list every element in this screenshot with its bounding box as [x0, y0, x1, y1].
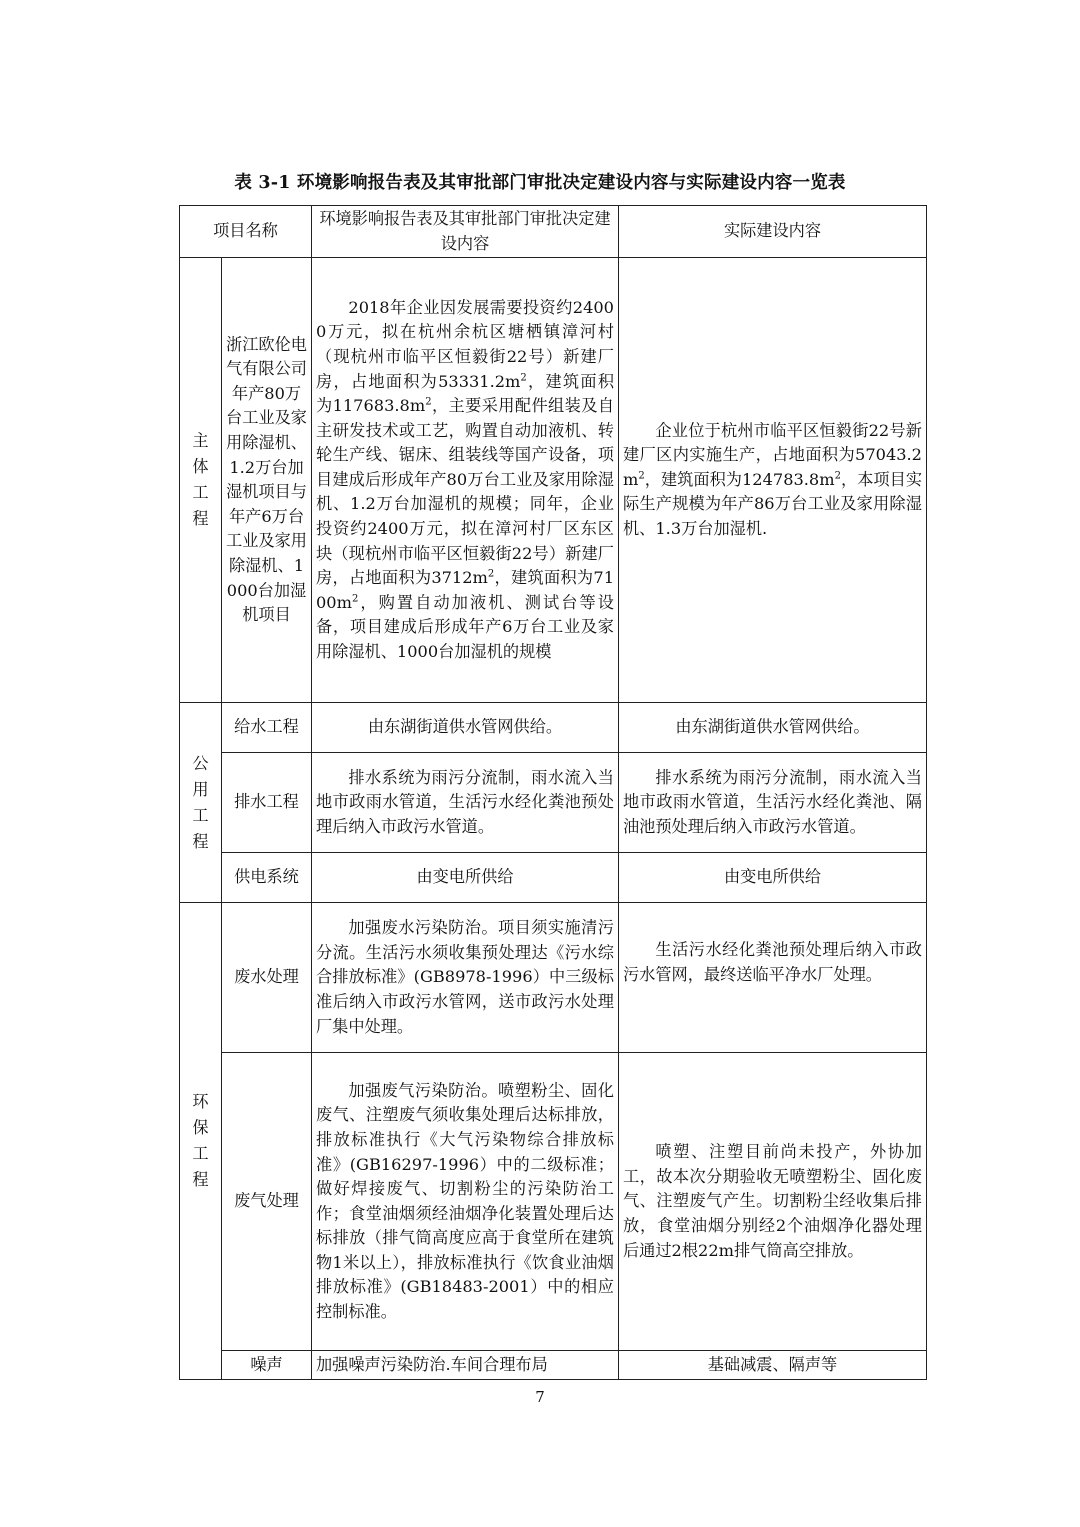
- public-row-name: 供电系统: [222, 853, 312, 903]
- table-row-drainage: [180, 753, 927, 853]
- main-actual-text-1: 企业位于杭州市临平区恒毅街22号新建厂区内实施生产，占地面积为57043.2m: [623, 420, 922, 489]
- main-approved-text-5: ，购置自动加液机、测试台等设备，项目建成后形成年产6万台工业及家用除湿机、1000台加湿机的规模: [316, 592, 614, 662]
- category-public-label: 公用工程: [192, 753, 209, 851]
- public-row-actual: 由东湖街道供水管网供给。: [619, 703, 927, 753]
- env-row-name: 噪声: [222, 1351, 312, 1380]
- public-row-actual: 排水系统为雨污分流制，雨水流入当地市政雨水管道，生活污水经化粪池、隔油池预处理后纳入市政污水管道。: [619, 753, 927, 853]
- table-row-main: [180, 258, 927, 703]
- env-row-approved: 加强噪声污染防治.车间合理布局: [312, 1351, 619, 1380]
- main-approved-text-4: ，建筑面积为7100m: [316, 568, 614, 612]
- table-header-row: [180, 206, 927, 258]
- main-approved-sup-1: 2: [520, 372, 527, 384]
- env-row-name: 废气处理: [222, 1053, 312, 1351]
- main-actual-text-3: ，本项目实际生产规模为年产86万台工业及家用除湿机、1.3万台加湿机.: [623, 469, 923, 539]
- main-actual: [619, 258, 927, 703]
- public-row-approved: 由变电所供给: [312, 853, 619, 903]
- public-row-approved: 由东湖街道供水管网供给。: [312, 703, 619, 753]
- env-row-name: 废水处理: [222, 903, 312, 1053]
- category-main-label: 主体工程: [192, 431, 209, 529]
- public-row-approved: 排水系统为雨污分流制，雨水流入当地市政雨水管道，生活污水经化粪池预处理后纳入市政污水管道。: [312, 753, 619, 853]
- table-row-noise: [180, 1351, 927, 1380]
- env-row-actual: 生活污水经化粪池预处理后纳入市政污水管网，最终送临平净水厂处理。: [619, 903, 927, 1053]
- page-number: 7: [535, 1388, 545, 1406]
- main-actual-sup-1: 2: [638, 470, 645, 482]
- env-row-approved: 加强废气污染防治。喷塑粉尘、固化废气、注塑废气须收集处理后达标排放，排放标准执行《大气污染物综合排放标准》(GB16297-1996）中的二级标准；做好焊接废气、切割粉尘的污染防治工作；食堂油烟须经油烟净化装置处理后达标排放（排气筒高度应高于食堂所在建筑物1米以上），排放标准执行《饮食业油烟排放标准》(GB18483-2001）中的相应控制标准。: [312, 1053, 619, 1351]
- main-approved-text-2: ，建筑面积为117683.8m: [316, 371, 615, 416]
- env-row-approved: 加强废水污染防治。项目须实施清污分流。生活污水须收集预处理达《污水综合排放标准》(GB8978-1996）中三级标准后纳入市政污水管网，送市政污水处理厂集中处理。: [312, 903, 619, 1053]
- main-approved-text-3: ，主要采用配件组装及自主研发技术或工艺，购置自动加液机、转轮生产线、锯床、组装线等国产设备，项目建成后形成年产80万台工业及家用除湿机、1.2万台加湿机的规模；同年，企业投资约2400万元，拟在漳河村厂区东区块（现杭州市临平区恒毅街22号）新建厂房，占地面积为3712m: [316, 396, 615, 588]
- table-row-power: [180, 853, 927, 903]
- public-row-name: 给水工程: [222, 703, 312, 753]
- main-approved-sup-3: 2: [487, 568, 495, 580]
- public-row-actual: 由变电所供给: [619, 853, 927, 903]
- table-row-exhaust: [180, 1053, 927, 1351]
- main-actual-text-2: ，建筑面积为124783.8m: [644, 469, 835, 489]
- env-row-actual: 喷塑、注塑目前尚未投产，外协加工，故本次分期验收无喷塑粉尘、固化废气、注塑废气产生。切割粉尘经收集后排放，食堂油烟分别经2个油烟净化器处理后通过2根22m排气筒高空排放。: [619, 1053, 927, 1351]
- main-approved: [312, 258, 619, 703]
- table-row-water-supply: [180, 703, 927, 753]
- header-approved-content: 环境影响报告表及其审批部门审批决定建设内容: [312, 206, 619, 258]
- category-main: [180, 258, 222, 703]
- public-row-name: 排水工程: [222, 753, 312, 853]
- env-row-actual: 基础减震、隔声等: [619, 1351, 927, 1380]
- table-title: 表 3-1 环境影响报告表及其审批部门审批决定建设内容与实际建设内容一览表: [234, 173, 846, 193]
- construction-content-table: [179, 205, 927, 1380]
- main-approved-sup-2: 2: [425, 396, 432, 408]
- table-row-wastewater: [180, 903, 927, 1053]
- main-approved-text-1: 2018年企业因发展需要投资约24000万元，拟在杭州余杭区塘栖镇漳河村（现杭州市临平区恒毅街22号）新建厂房，占地面积为53331.2m: [316, 297, 614, 391]
- header-actual-content: 实际建设内容: [619, 206, 927, 258]
- main-approved-sup-4: 2: [351, 593, 359, 605]
- category-public: [180, 703, 222, 903]
- main-actual-sup-2: 2: [834, 470, 841, 482]
- header-project-name: 项目名称: [180, 206, 312, 258]
- category-env-label: 环保工程: [192, 1092, 209, 1190]
- main-project-name: 浙江欧伦电气有限公司年产80万台工业及家用除湿机、1.2万台加湿机项目与年产6万台工业及家用除湿机、1000台加湿机项目: [222, 258, 312, 703]
- category-env: [180, 903, 222, 1380]
